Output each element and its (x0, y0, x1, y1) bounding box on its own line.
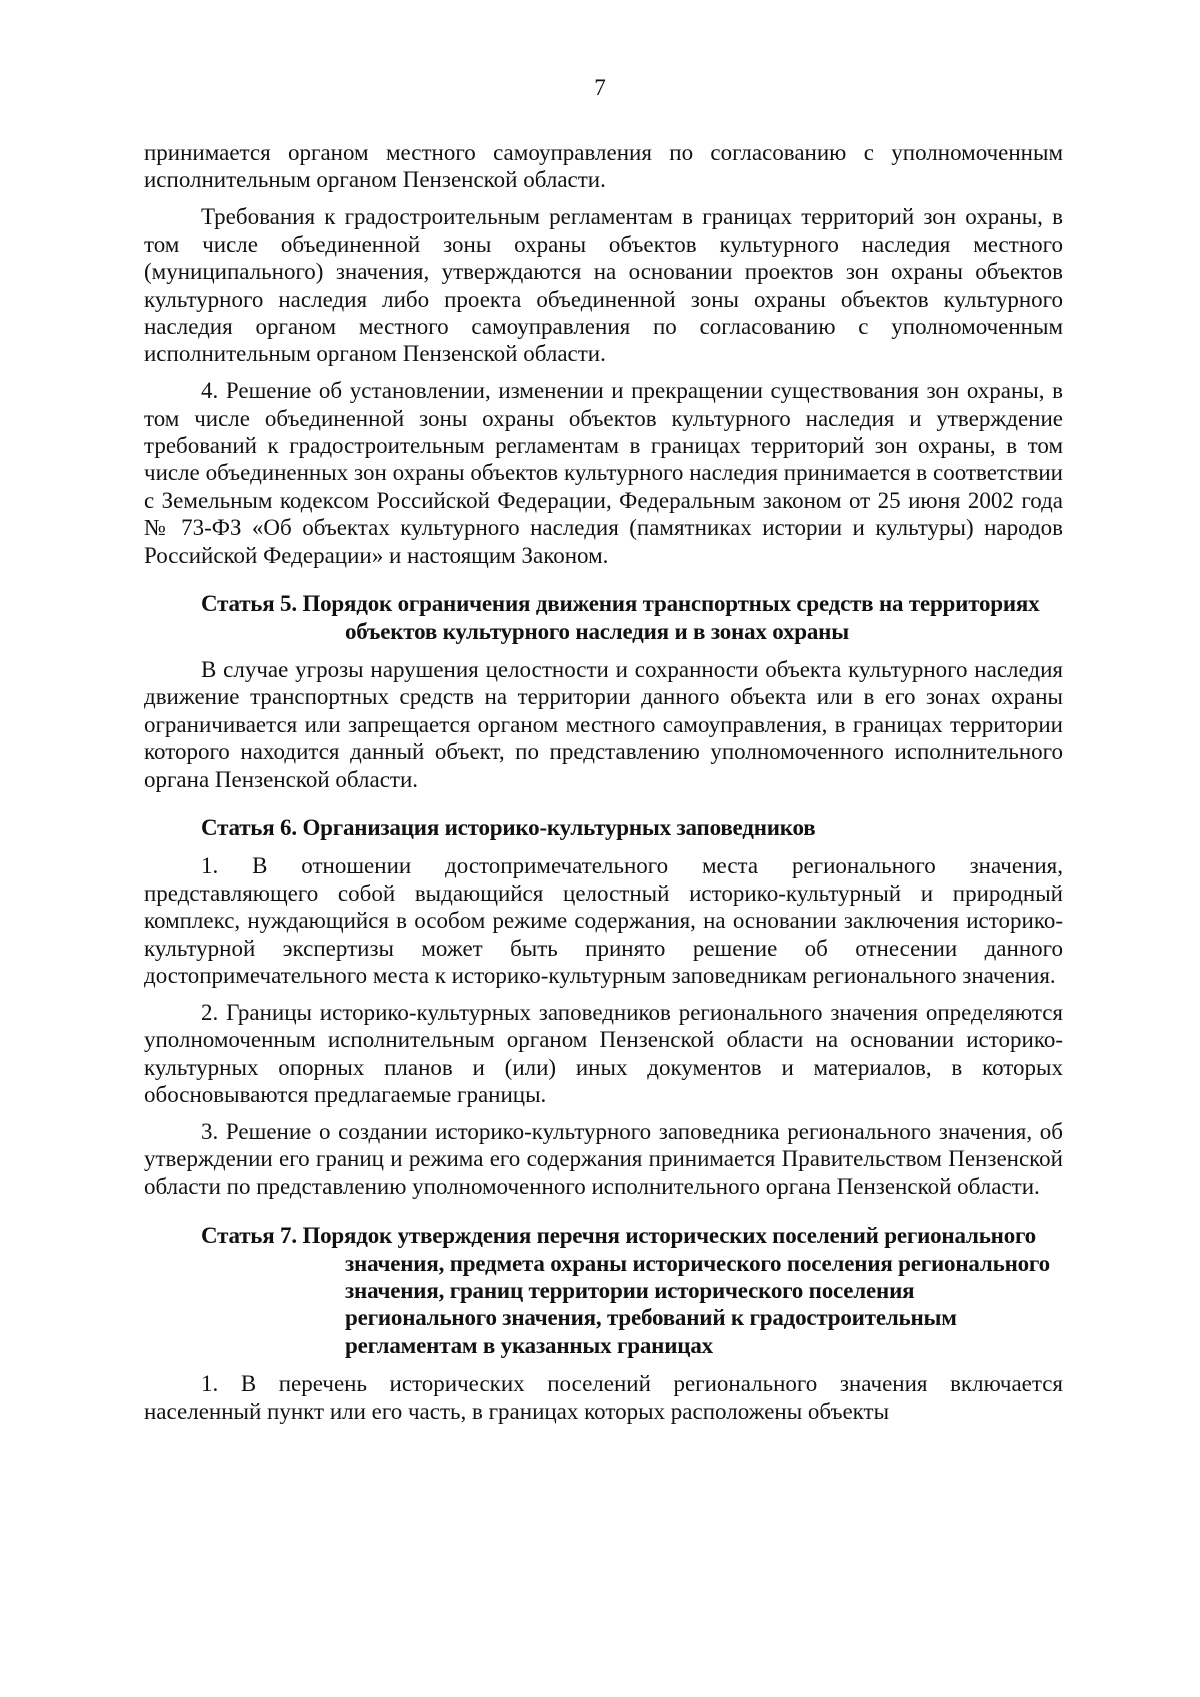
paragraph-article-6-item-2: 2. Границы историко-культурных заповедников регионального значения определяются уполномоченным исполнительным органом Пензенской области на основании историко-культурных опорных планов и (или) иных документов и материалов, в которых обосновываются предлагаемые границы. (144, 999, 1063, 1108)
article-5-heading: Статья 5. Порядок ограничения движения транспортных средств на территориях объектов культурного наследия и в зонах охраны (201, 591, 1040, 644)
paragraph-article-5: В случае угрозы нарушения целостности и сохранности объекта культурного наследия движение транспортных средств на территории данного объекта или в его зонах охраны ограничивается или запрещается органом местного самоуправления, в границах территории которого находится данный объект, по представлению уполномоченного исполнительного органа Пензенской области. (144, 656, 1063, 792)
paragraph-zone-requirements: Требования к градостроительным регламентам в границах территорий зон охраны, в том числе объединенной зоны охраны объектов культурного наследия местного (муниципального) значения, утверждаются на основании проектов зон охраны объектов культурного наследия либо проекта объединенной зоны охраны объектов культурного наследия органом местного самоуправления по согласованию с уполномоченным исполнительным органом Пензенской области. (144, 204, 1063, 367)
document-body (144, 139, 1063, 1435)
paragraph-continued: принимается органом местного самоуправления по согласованию с уполномоченным исполнительным органом Пензенской области. (144, 140, 1063, 193)
paragraph-item-4: 4. Решение об установлении, изменении и прекращении существования зон охраны, в том числе объединенной зоны охраны объектов культурного наследия и утверждение требований к градостроительным регламентам в границах территорий зон охраны, в том числе объединенных зон охраны объектов культурного наследия принимается в соответствии с Земельным кодексом Российской Федерации, Федеральным законом от 25 июня 2002 года № 73-ФЗ «Об объектах культурного наследия (памятниках истории и культуры) народов Российской Федерации» и настоящим Законом. (144, 378, 1063, 568)
paragraph-article-6-item-1: 1. В отношении достопримечательного места регионального значения, представляющего собой выдающийся целостный историко-культурный и природный комплекс, нуждающийся в особом режиме содержания, на основании заключения историко-культурной экспертизы может быть принято решение об отнесении данного достопримечательного места к историко-культурным заповедникам регионального значения. (144, 853, 1063, 988)
page-number: 7 (594, 75, 606, 100)
article-7-heading: Статья 7. Порядок утверждения перечня исторических поселений регионального значения, предмета охраны исторического поселения регионального значения, границ территории исторического поселения регионального значения, требований к градостроительным регламентам в указанных границах (201, 1223, 1050, 1358)
paragraph-article-6-item-3: 3. Решение о создании историко-культурного заповедника регионального значения, об утверждении его границ и режима его содержания принимается Правительством Пензенской области по представлению уполномоченного исполнительного органа Пензенской области. (144, 1119, 1063, 1199)
article-6-heading: Статья 6. Организация историко-культурных заповедников (201, 814, 816, 840)
paragraph-article-7-item-1: 1. В перечень исторических поселений регионального значения включается населенный пункт или его часть, в границах которых расположены объекты (144, 1371, 1063, 1424)
